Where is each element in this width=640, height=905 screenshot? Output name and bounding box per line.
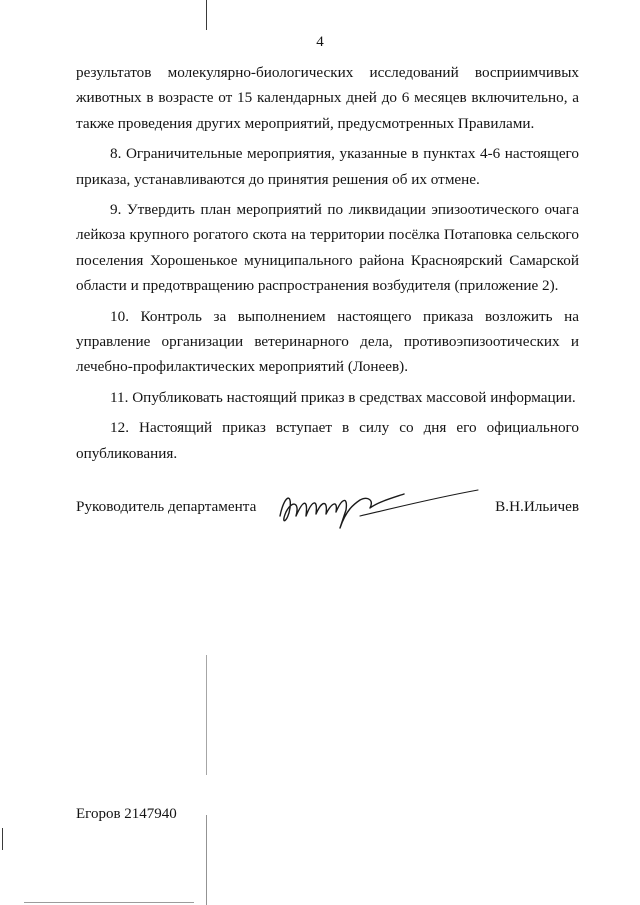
scan-artifact-bottom xyxy=(206,815,207,905)
signatory-name: В.Н.Ильичев xyxy=(495,498,579,515)
paragraph-12: 12. Настоящий приказ вступает в силу со дня его официального опубликования. xyxy=(76,419,579,462)
scan-artifact-top xyxy=(206,0,207,30)
paragraph-10: 10. Контроль за выполнением настоящего приказа возложить на управление организации ветеринарного дела, противоэпизоотических и лечебно-профилактических мероприятий (Лонеев). xyxy=(76,307,579,376)
signatory-title: Руководитель департамента xyxy=(76,498,257,515)
page-number: 4 xyxy=(316,34,324,50)
document-body xyxy=(76,60,579,466)
signature-block xyxy=(76,490,579,530)
paragraph-8: 8. Ограничительные мероприятия, указанные в пунктах 4-6 настоящего приказа, устанавливаются до принятия решения об их отмене. xyxy=(76,145,579,188)
footer-author: Егоров 2147940 xyxy=(76,806,177,822)
paragraph-9: 9. Утвердить план мероприятий по ликвидации эпизоотического очага лейкоза крупного рогатого скота на территории посёлка Потаповка сельского поселения Хорошенькое муниципального района Красноярский Самарской области и предотвращению распространения возбудителя (приложение 2). xyxy=(76,201,579,295)
handwritten-signature xyxy=(274,486,484,532)
scan-artifact-bottom-edge xyxy=(24,902,194,903)
scan-artifact-left-edge xyxy=(2,828,3,850)
paragraph-11: 11. Опубликовать настоящий приказ в средствах массовой информации. xyxy=(110,388,576,406)
scan-artifact-middle xyxy=(206,655,207,775)
paragraph-continued: результатов молекулярно-биологических исследований восприимчивых животных в возрасте от 15 календарных дней до 6 месяцев включительно, а также проведения других мероприятий, предусмотренных Правилами. xyxy=(76,64,579,132)
